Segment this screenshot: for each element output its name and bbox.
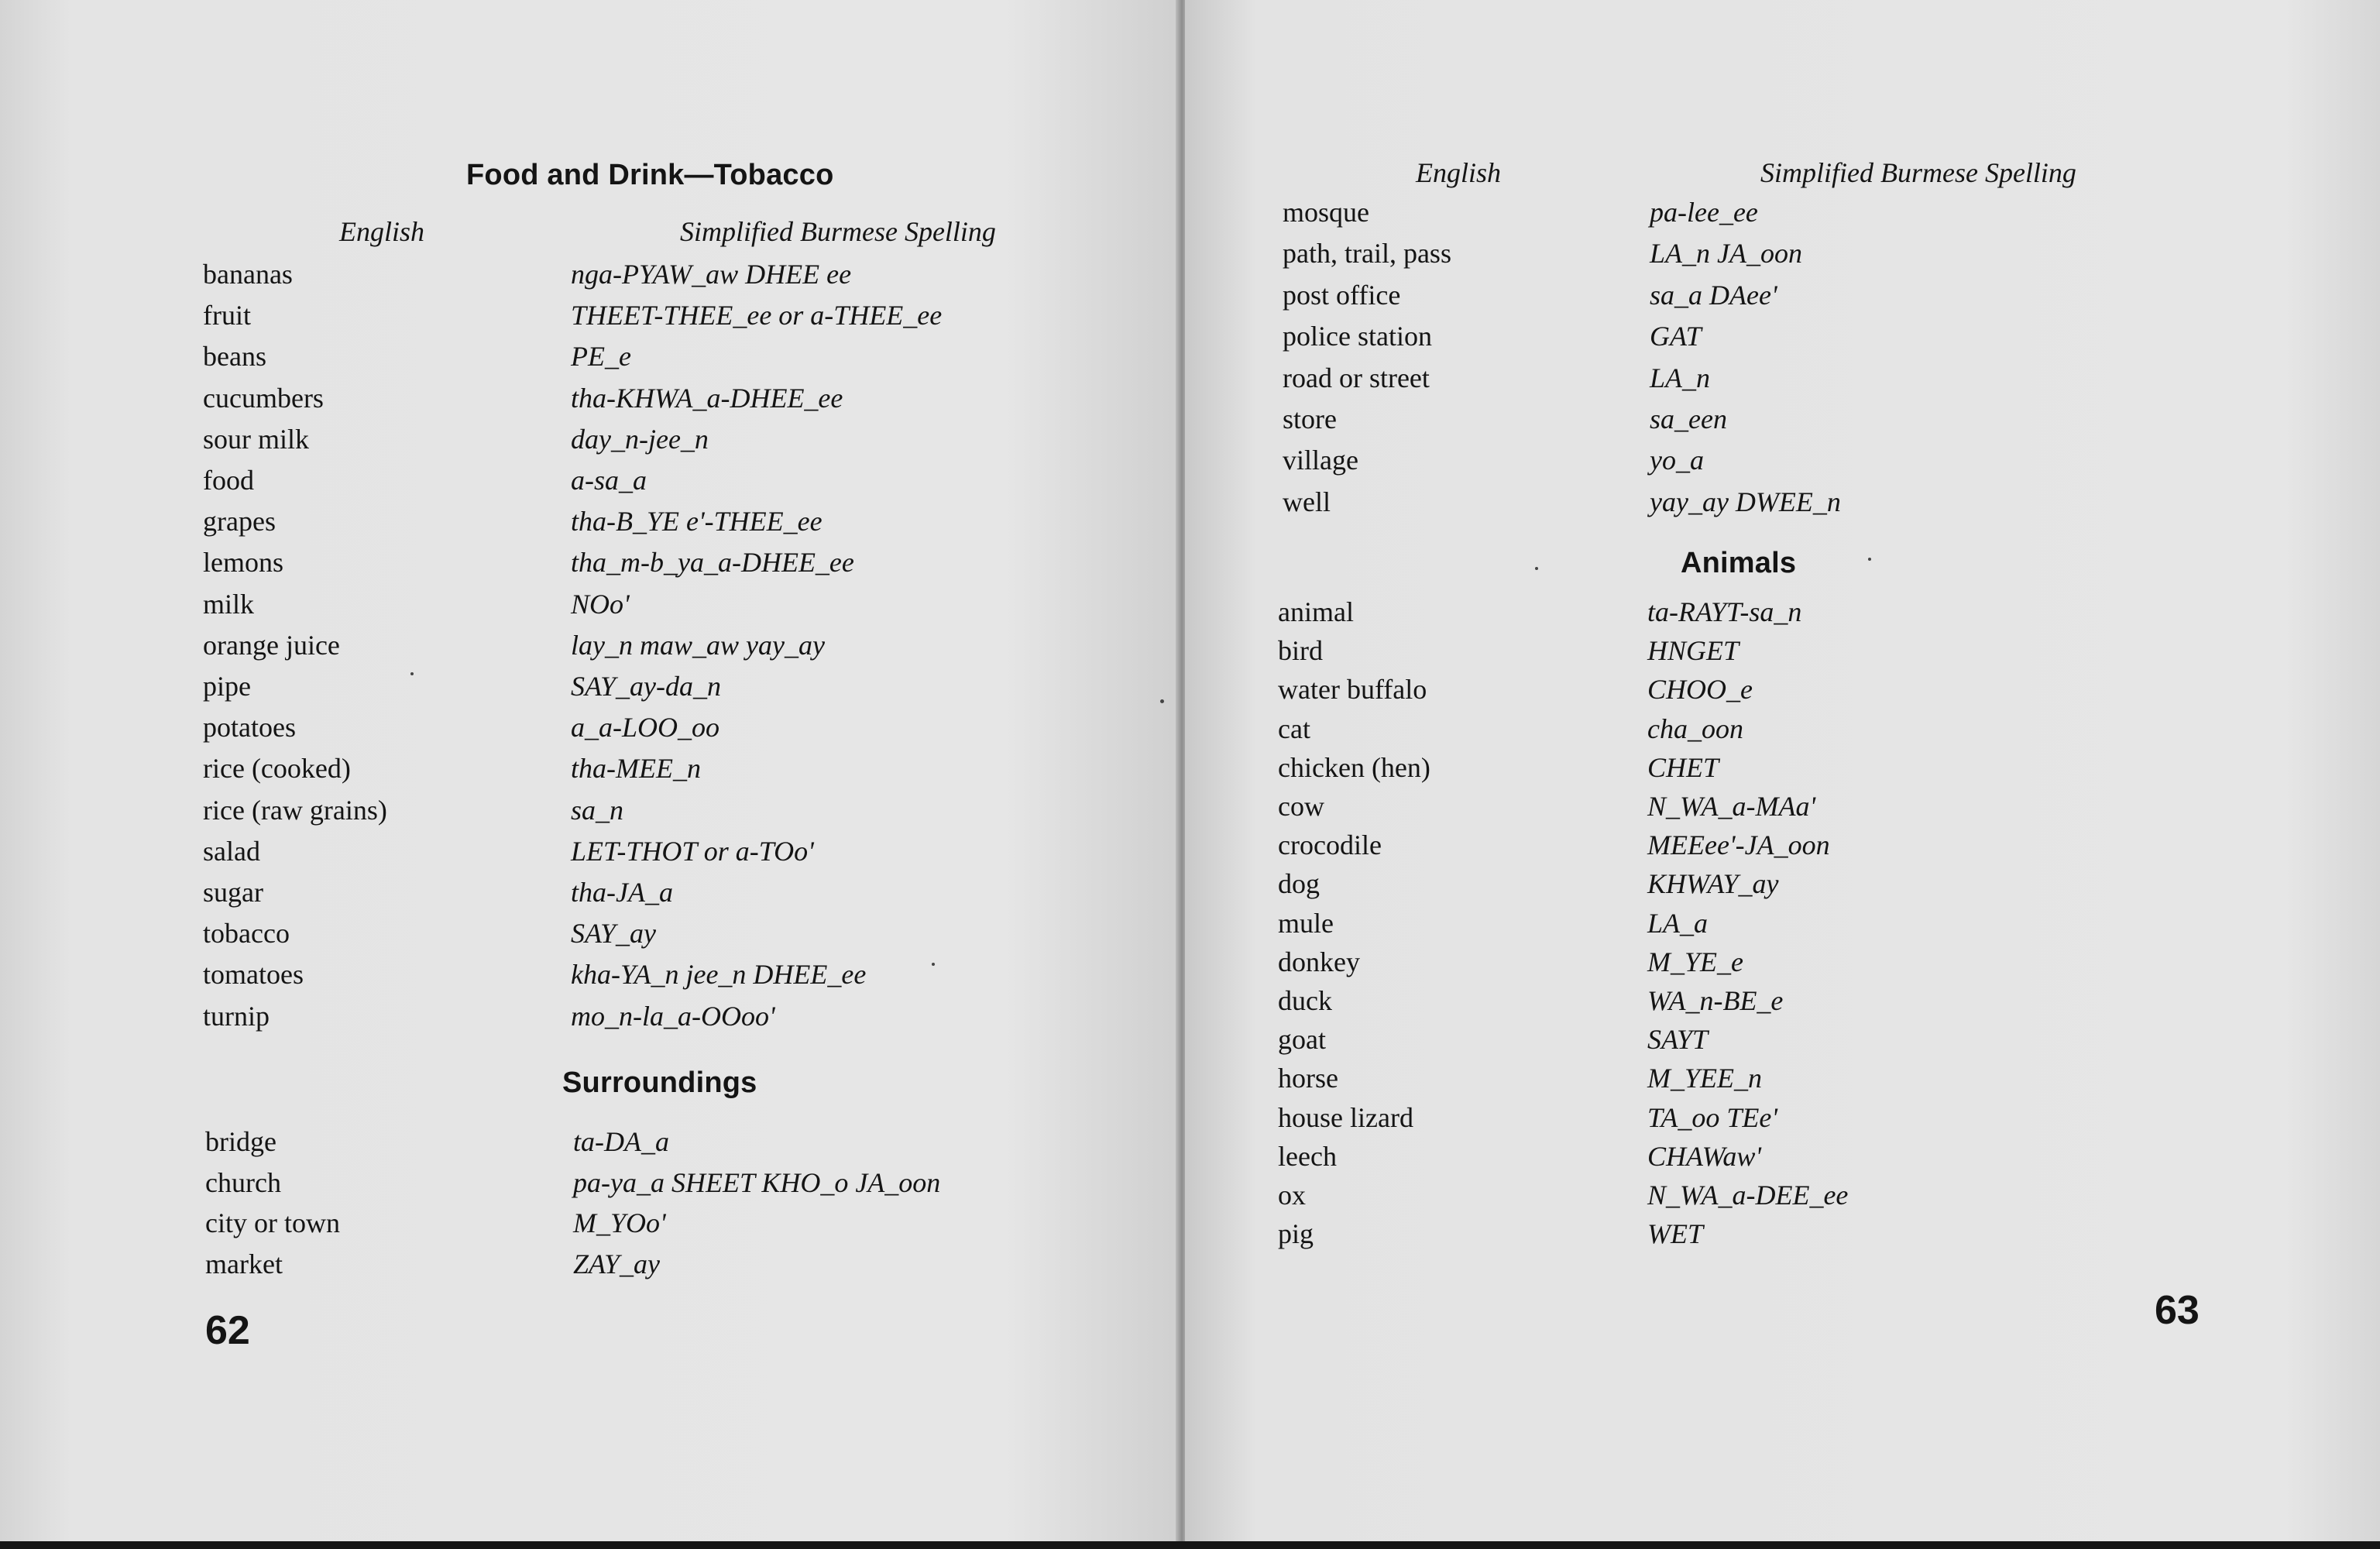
table-row bbox=[1185, 903, 2269, 944]
section-heading-animals: Animals bbox=[1681, 547, 1797, 579]
table-row bbox=[0, 1121, 1084, 1163]
table-row bbox=[0, 584, 1084, 625]
table-row bbox=[1185, 1019, 2269, 1060]
burmese-spelling: yo_a bbox=[1650, 445, 1704, 476]
table-row bbox=[0, 378, 1084, 419]
paper-speck bbox=[410, 672, 414, 675]
table-row bbox=[0, 707, 1084, 748]
burmese-spelling: tha-KHWA_a-DHEE_ee bbox=[571, 382, 843, 414]
english-term: fruit bbox=[203, 300, 251, 331]
paper-speck bbox=[1160, 699, 1164, 703]
english-term: cow bbox=[1278, 791, 1324, 822]
english-term: goat bbox=[1278, 1024, 1326, 1056]
table-row bbox=[1185, 864, 2269, 905]
table-row bbox=[1185, 482, 2269, 523]
table-row bbox=[0, 1244, 1084, 1285]
english-term: grapes bbox=[203, 506, 276, 538]
burmese-spelling: sa_n bbox=[571, 794, 624, 826]
page-number: 63 bbox=[2155, 1288, 2200, 1333]
left-page bbox=[0, 0, 1181, 1549]
english-term: orange juice bbox=[203, 629, 340, 661]
burmese-spelling: LA_n JA_oon bbox=[1650, 238, 1802, 270]
paper-speck bbox=[1535, 567, 1538, 570]
english-term: animal bbox=[1278, 596, 1354, 627]
english-term: pipe bbox=[203, 671, 251, 702]
table-row bbox=[1185, 630, 2269, 671]
english-term: chicken (hen) bbox=[1278, 751, 1430, 783]
burmese-spelling: WA_n-BE_e bbox=[1647, 985, 1784, 1016]
burmese-spelling: M_YEE_n bbox=[1647, 1063, 1762, 1094]
table-row bbox=[0, 295, 1084, 336]
english-term: path, trail, pass bbox=[1283, 238, 1451, 270]
english-term: donkey bbox=[1278, 946, 1360, 977]
english-term: potatoes bbox=[203, 712, 296, 744]
page-number: 62 bbox=[205, 1308, 250, 1353]
burmese-spelling: WET bbox=[1647, 1218, 1703, 1250]
table-row bbox=[1185, 1214, 2269, 1255]
table-row bbox=[1185, 981, 2269, 1022]
table-row bbox=[0, 790, 1084, 831]
column-header-burmese: Simplified Burmese Spelling bbox=[680, 216, 996, 247]
english-term: dog bbox=[1278, 868, 1320, 900]
burmese-spelling: day_n-jee_n bbox=[571, 423, 709, 455]
english-term: turnip bbox=[203, 1000, 270, 1032]
english-term: sour milk bbox=[203, 423, 310, 455]
burmese-spelling: nga-PYAW_aw DHEE ee bbox=[571, 259, 852, 290]
table-row bbox=[0, 460, 1084, 501]
table-row bbox=[0, 666, 1084, 707]
english-term: house lizard bbox=[1278, 1101, 1413, 1133]
english-term: village bbox=[1283, 445, 1358, 476]
english-term: salad bbox=[203, 835, 260, 867]
burmese-spelling: kha-YA_n jee_n DHEE_ee bbox=[571, 959, 867, 991]
table-row bbox=[1185, 192, 2269, 233]
english-term: food bbox=[203, 465, 254, 496]
english-term: bananas bbox=[203, 259, 293, 290]
paper-speck bbox=[932, 963, 935, 966]
table-row bbox=[1185, 275, 2269, 316]
table-row bbox=[0, 1203, 1084, 1244]
table-row bbox=[0, 831, 1084, 872]
english-term: bird bbox=[1278, 635, 1323, 667]
english-term: lemons bbox=[203, 547, 283, 579]
table-row bbox=[0, 1163, 1084, 1204]
burmese-spelling: CHAWaw' bbox=[1647, 1140, 1762, 1172]
column-header-burmese: Simplified Burmese Spelling bbox=[1760, 157, 2076, 188]
burmese-spelling: M_YE_e bbox=[1647, 946, 1743, 977]
burmese-spelling: LET-THOT or a-TOo' bbox=[571, 835, 814, 867]
burmese-spelling: sa_een bbox=[1650, 404, 1727, 434]
table-row bbox=[0, 872, 1084, 913]
table-row bbox=[1185, 358, 2269, 399]
english-term: pig bbox=[1278, 1218, 1314, 1250]
table-row bbox=[0, 996, 1084, 1037]
burmese-spelling: a-sa_a bbox=[571, 465, 647, 496]
burmese-spelling: M_YOo' bbox=[573, 1207, 666, 1238]
english-term: sugar bbox=[203, 877, 263, 908]
burmese-spelling: tha_m-b_ya_a-DHEE_ee bbox=[571, 547, 854, 579]
table-row bbox=[1185, 233, 2269, 274]
burmese-spelling: CHOO_e bbox=[1647, 674, 1753, 706]
burmese-spelling: N_WA_a-DEE_ee bbox=[1647, 1180, 1849, 1211]
burmese-spelling: ta-DA_a bbox=[573, 1126, 669, 1157]
english-term: water buffalo bbox=[1278, 674, 1427, 706]
english-term: road or street bbox=[1283, 362, 1430, 393]
table-row bbox=[1185, 709, 2269, 750]
english-term: store bbox=[1283, 404, 1337, 434]
burmese-spelling: tha-B_YE e'-THEE_ee bbox=[571, 506, 823, 538]
english-term: cat bbox=[1278, 713, 1310, 744]
burmese-spelling: sa_a DAee' bbox=[1650, 279, 1777, 311]
english-term: church bbox=[205, 1166, 281, 1198]
table-row bbox=[1185, 1175, 2269, 1216]
english-term: crocodile bbox=[1278, 829, 1382, 861]
burmese-spelling: N_WA_a-MAa' bbox=[1647, 791, 1816, 822]
table-row bbox=[1185, 1097, 2269, 1139]
table-row bbox=[1185, 1136, 2269, 1177]
burmese-spelling: GAT bbox=[1650, 321, 1702, 352]
burmese-spelling: CHET bbox=[1647, 751, 1719, 783]
burmese-spelling: lay_n maw_aw yay_ay bbox=[571, 629, 825, 661]
table-row bbox=[0, 913, 1084, 954]
table-row bbox=[0, 748, 1084, 789]
burmese-spelling: SAY_ay bbox=[571, 918, 657, 950]
table-row bbox=[1185, 669, 2269, 710]
burmese-spelling: a_a-LOO_oo bbox=[571, 712, 720, 744]
right-page bbox=[1185, 0, 2380, 1549]
english-term: market bbox=[205, 1248, 283, 1279]
column-header-english: English bbox=[339, 216, 425, 247]
section-heading-food-drink: Food and Drink—Tobacco bbox=[466, 159, 834, 191]
table-row bbox=[1185, 316, 2269, 357]
english-term: ox bbox=[1278, 1180, 1306, 1211]
burmese-spelling: LA_a bbox=[1647, 907, 1709, 939]
scan-bottom-edge bbox=[0, 1541, 2380, 1549]
burmese-spelling: THEET-THEE_ee or a-THEE_ee bbox=[571, 300, 943, 331]
table-row bbox=[0, 542, 1084, 583]
table-row bbox=[1185, 942, 2269, 983]
burmese-spelling: KHWAY_ay bbox=[1647, 868, 1779, 900]
burmese-spelling: yay_ay DWEE_n bbox=[1650, 486, 1841, 517]
english-term: well bbox=[1283, 486, 1331, 517]
english-term: post office bbox=[1283, 279, 1401, 311]
table-row bbox=[1185, 592, 2269, 633]
table-row bbox=[1185, 399, 2269, 440]
table-row bbox=[0, 501, 1084, 542]
english-term: rice (raw grains) bbox=[203, 794, 387, 826]
table-row bbox=[1185, 747, 2269, 788]
section-heading-surroundings: Surroundings bbox=[562, 1066, 757, 1099]
table-row bbox=[0, 254, 1084, 295]
table-row bbox=[0, 954, 1084, 995]
burmese-spelling: tha-JA_a bbox=[571, 877, 673, 908]
table-row bbox=[1185, 786, 2269, 827]
burmese-spelling: ta-RAYT-sa_n bbox=[1647, 596, 1802, 627]
column-header-english: English bbox=[1416, 157, 1502, 188]
english-term: tomatoes bbox=[203, 959, 304, 991]
burmese-spelling: tha-MEE_n bbox=[571, 753, 701, 785]
english-term: rice (cooked) bbox=[203, 753, 351, 785]
table-row bbox=[1185, 825, 2269, 866]
english-term: leech bbox=[1278, 1140, 1337, 1172]
paper-speck bbox=[1868, 558, 1871, 561]
table-row bbox=[0, 419, 1084, 460]
burmese-spelling: ZAY_ay bbox=[573, 1248, 661, 1279]
burmese-spelling: NOo' bbox=[571, 588, 630, 620]
english-term: city or town bbox=[205, 1207, 340, 1238]
burmese-spelling: LA_n bbox=[1650, 362, 1711, 393]
english-term: mosque bbox=[1283, 197, 1369, 228]
table-row bbox=[0, 336, 1084, 377]
burmese-spelling: mo_n-la_a-OOoo' bbox=[571, 1000, 775, 1032]
table-row bbox=[1185, 1058, 2269, 1099]
burmese-spelling: SAY_ay-da_n bbox=[571, 671, 721, 702]
english-term: horse bbox=[1278, 1063, 1338, 1094]
burmese-spelling: pa-lee_ee bbox=[1650, 197, 1758, 228]
burmese-spelling: SAYT bbox=[1647, 1024, 1709, 1056]
burmese-spelling: HNGET bbox=[1647, 635, 1739, 667]
english-term: bridge bbox=[205, 1126, 276, 1157]
english-term: police station bbox=[1283, 321, 1432, 352]
table-row bbox=[1185, 440, 2269, 481]
table-row bbox=[0, 625, 1084, 666]
english-term: mule bbox=[1278, 907, 1334, 939]
burmese-spelling: TA_oo TEe' bbox=[1647, 1101, 1778, 1133]
burmese-spelling: PE_e bbox=[571, 341, 631, 373]
burmese-spelling: cha_oon bbox=[1647, 713, 1743, 744]
english-term: milk bbox=[203, 588, 255, 620]
burmese-spelling: pa-ya_a SHEET KHO_o JA_oon bbox=[573, 1166, 941, 1198]
english-term: beans bbox=[203, 341, 266, 373]
english-term: cucumbers bbox=[203, 382, 324, 414]
english-term: duck bbox=[1278, 985, 1332, 1016]
english-term: tobacco bbox=[203, 918, 290, 950]
burmese-spelling: MEEee'-JA_oon bbox=[1647, 829, 1830, 861]
